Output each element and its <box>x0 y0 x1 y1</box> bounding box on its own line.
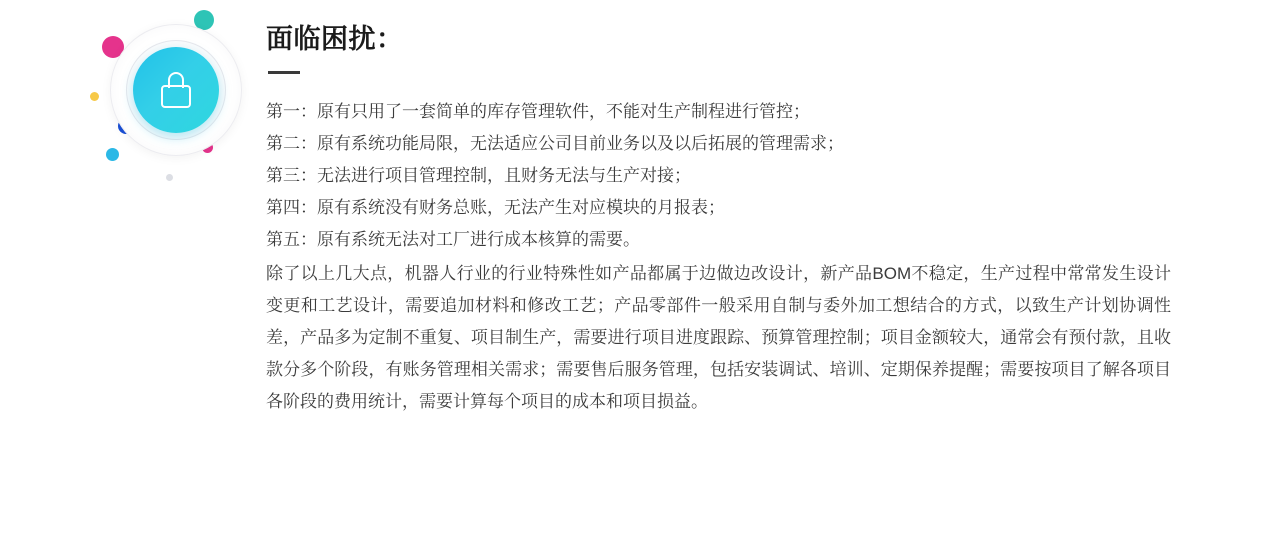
list-item: 第三：无法进行项目管理控制，且财务无法与生产对接； <box>266 166 691 186</box>
decorative-dot-grey-small <box>166 174 173 181</box>
lock-glyph <box>161 72 191 108</box>
decorative-dot-yellow <box>90 92 99 101</box>
list-item: 第五：原有系统无法对工厂进行成本核算的需要。 <box>266 230 640 250</box>
problem-list <box>266 96 1186 256</box>
page-title: 面临困扰： <box>266 24 404 54</box>
lock-body <box>161 85 191 108</box>
lock-illustration <box>70 6 260 196</box>
content-column <box>266 22 1186 418</box>
title-underline <box>268 71 300 74</box>
lock-icon <box>133 47 219 133</box>
decorative-dot-cyan <box>106 148 119 161</box>
list-item: 第二：原有系统功能局限，无法适应公司目前业务以及以后拓展的管理需求； <box>266 134 844 154</box>
list-item: 第四：原有系统没有财务总账，无法产生对应模块的月报表； <box>266 198 725 218</box>
summary-paragraph: 除了以上几大点，机器人行业的行业特殊性如产品都属于边做边改设计，新产品BOM不稳定，生产过程中常常发生设计变更和工艺设计，需要追加材料和修改工艺；产品零部件一般采用自制与委外加工想结合的方式，以致生产计划协调性差，产品多为定制不重复、项目制生产，需要进行项目进度跟踪、预算管理控制；项目金额较大，通常会有预付款，且收款分多个阶段，有账务管理相关需求；需要售后服务管理，包括安装调试、培训、定期保养提醒；需要按项目了解各项目各阶段的费用统计，需要计算每个项目的成本和项目损益。 <box>266 264 1171 412</box>
list-item: 第一：原有只用了一套简单的库存管理软件，不能对生产制程进行管控； <box>266 102 810 122</box>
